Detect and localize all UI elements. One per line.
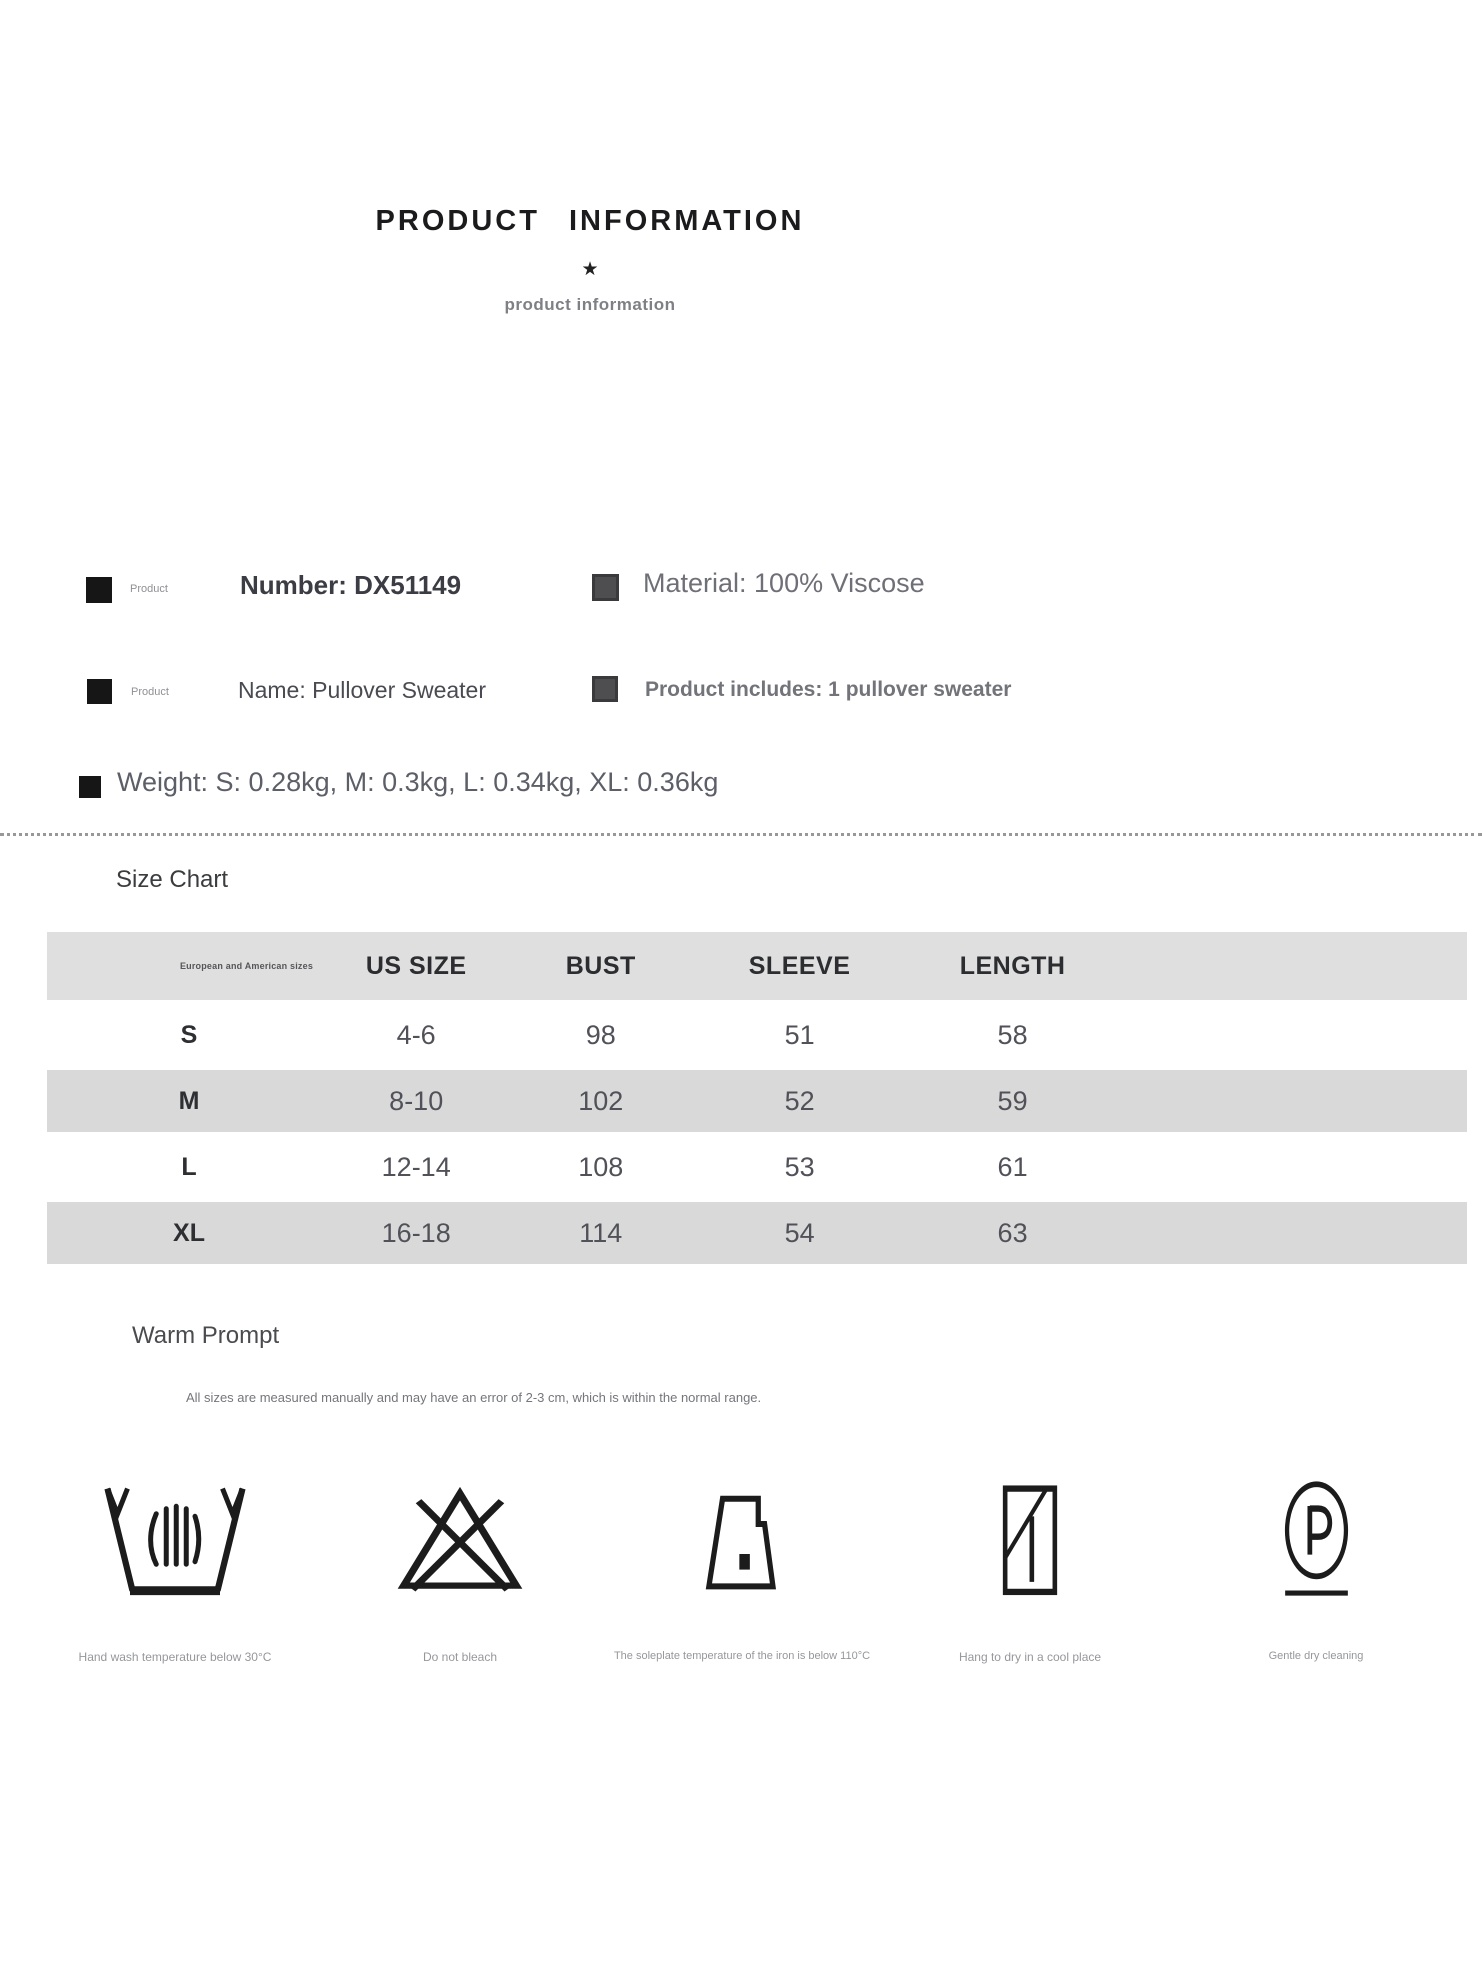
table-row-l — [47, 1136, 1467, 1198]
product-tag-label: Product — [131, 686, 169, 698]
care-label: Do not bleach — [422, 1650, 498, 1664]
hand-wash-icon — [100, 1470, 250, 1602]
hang-dry-icon — [984, 1470, 1076, 1602]
table-row-m — [47, 1070, 1467, 1132]
column-header-sleeve: SLEEVE — [700, 932, 899, 1000]
table-cell: 58 — [899, 1004, 1126, 1066]
care-item-iron-low — [612, 1470, 872, 1662]
table-cell-filler — [1126, 1070, 1467, 1132]
table-cell: 16-18 — [331, 1202, 501, 1264]
care-item-hang-dry — [900, 1470, 1160, 1664]
size-cell: M — [47, 1070, 331, 1132]
table-cell: 54 — [700, 1202, 899, 1264]
table-cell: 53 — [700, 1136, 899, 1198]
table-cell: 102 — [501, 1070, 700, 1132]
column-header-eu-us-sizes: European and American sizes — [47, 932, 331, 1000]
care-item-do-not-bleach — [330, 1470, 590, 1664]
gentle-dry-clean-icon — [1269, 1470, 1364, 1602]
care-label: Hang to dry in a cool place — [958, 1650, 1102, 1664]
gray-square-icon — [592, 574, 619, 601]
care-label: Gentle dry cleaning — [1268, 1650, 1364, 1662]
star-icon: ★ — [581, 259, 599, 280]
care-item-gentle-dry-clean — [1186, 1470, 1446, 1662]
table-cell: 61 — [899, 1136, 1126, 1198]
table-row-s — [47, 1004, 1467, 1066]
table-cell-filler — [1126, 1136, 1467, 1198]
table-cell: 63 — [899, 1202, 1126, 1264]
care-item-hand-wash — [45, 1470, 305, 1664]
page-header — [0, 205, 1180, 315]
table-row-xl — [47, 1202, 1467, 1264]
warm-prompt-note: All sizes are measured manually and may have an error of 2-3 cm, which is within the normal range. — [186, 1390, 762, 1405]
do-not-bleach-icon — [386, 1470, 534, 1602]
table-cell: 108 — [501, 1136, 700, 1198]
size-chart-table — [47, 928, 1467, 1268]
table-header-row — [47, 932, 1467, 1000]
product-name-text: Name: Pullover Sweater — [238, 677, 486, 703]
table-cell: 98 — [501, 1004, 700, 1066]
gray-square-icon — [592, 676, 618, 702]
black-square-icon — [86, 577, 112, 603]
column-header-bust: BUST — [501, 932, 700, 1000]
table-cell: 59 — [899, 1070, 1126, 1132]
product-material-text: Material: 100% Viscose — [643, 568, 925, 598]
product-number-text: Number: DX51149 — [240, 570, 462, 600]
dotted-divider — [0, 833, 1482, 836]
product-includes-text: Product includes: 1 pullover sweater — [645, 678, 1012, 701]
table-cell: 12-14 — [331, 1136, 501, 1198]
black-square-icon — [79, 776, 101, 798]
table-cell: 52 — [700, 1070, 899, 1132]
column-header-length: LENGTH — [899, 932, 1126, 1000]
table-cell: 114 — [501, 1202, 700, 1264]
page-subtitle: product information — [504, 295, 676, 314]
page-title: PRODUCT INFORMATION — [375, 205, 805, 237]
table-cell: 51 — [700, 1004, 899, 1066]
size-cell: XL — [47, 1202, 331, 1264]
black-square-icon — [87, 679, 112, 704]
size-cell: L — [47, 1136, 331, 1198]
care-label: The soleplate temperature of the iron is below 110°C — [613, 1650, 871, 1662]
column-header-us-size: US SIZE — [331, 932, 501, 1000]
size-cell: S — [47, 1004, 331, 1066]
column-header-filler — [1126, 932, 1467, 1000]
table-cell-filler — [1126, 1202, 1467, 1264]
table-cell: 4-6 — [331, 1004, 501, 1066]
size-chart-table-wrap — [47, 928, 1467, 1268]
product-weight-text: Weight: S: 0.28kg, M: 0.3kg, L: 0.34kg, XL: 0.36kg — [117, 767, 719, 797]
care-label: Hand wash temperature below 30°C — [78, 1650, 272, 1664]
table-cell-filler — [1126, 1004, 1467, 1066]
product-tag-label: Product — [130, 583, 168, 595]
warm-prompt-heading: Warm Prompt — [132, 1322, 280, 1349]
size-chart-heading: Size Chart — [116, 866, 229, 893]
iron-low-temp-icon — [690, 1470, 795, 1602]
table-cell: 8-10 — [331, 1070, 501, 1132]
